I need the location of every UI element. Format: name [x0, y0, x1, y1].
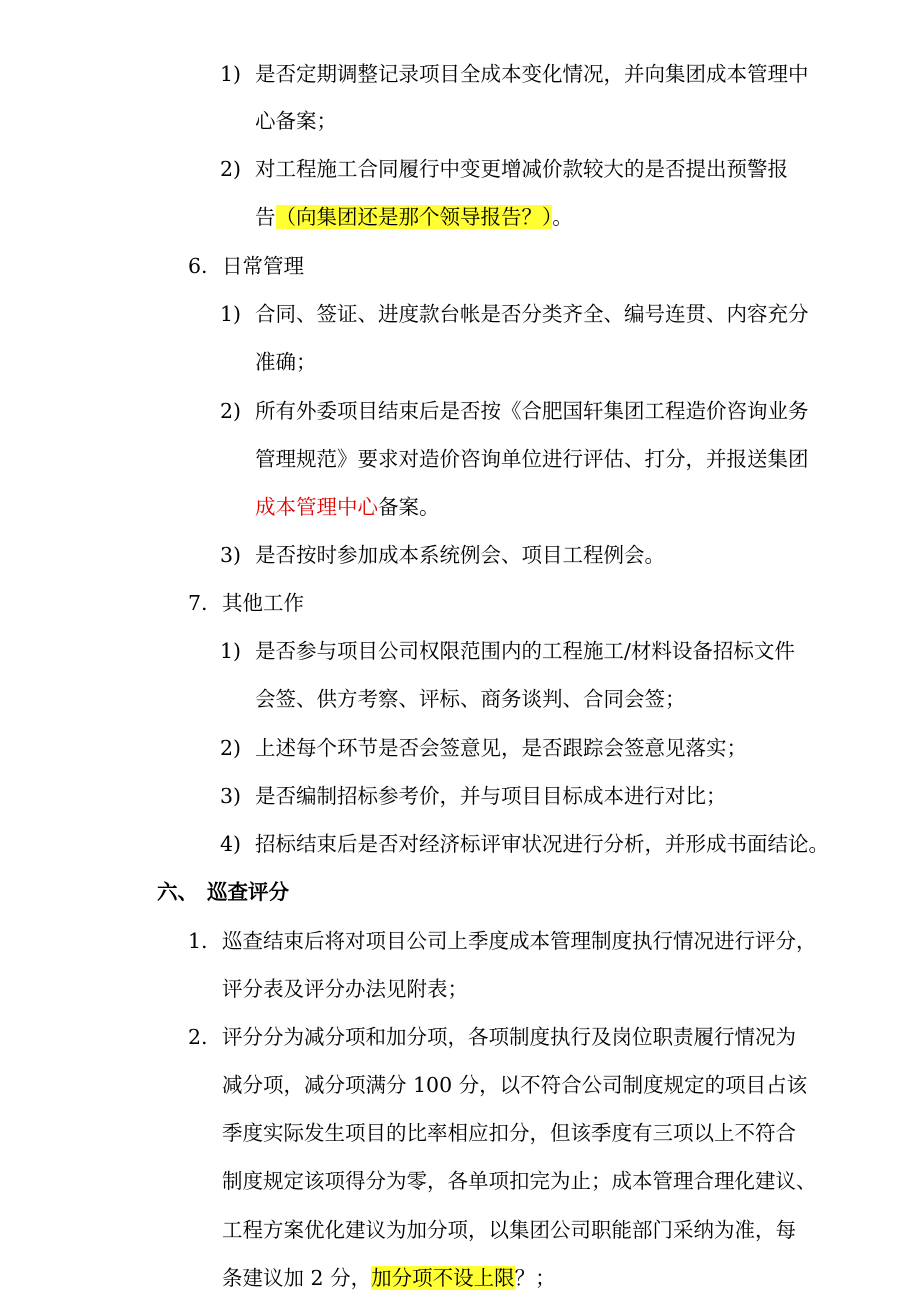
item-number: 2) — [220, 157, 242, 181]
chapter-number: 六、 — [157, 880, 198, 904]
item-text: 季度实际发生项目的比率相应扣分，但该季度有三项以上不符合 — [222, 1121, 796, 1145]
section-title: 日常管理 — [222, 254, 304, 278]
item-text: 是否编制招标参考价，并与项目目标成本进行对比； — [255, 784, 727, 808]
item-text: 巡查结束后将对项目公司上季度成本管理制度执行情况进行评分， — [222, 929, 817, 953]
item-text: 招标结束后是否对经济标评审状况进行分析，并形成书面结论。 — [255, 832, 829, 856]
item-text: 准确； — [255, 350, 317, 374]
item-text: 工程方案优化建议为加分项，以集团公司职能部门采纳为准，每 — [222, 1218, 796, 1242]
item-text-line — [255, 495, 440, 519]
item-text: 条建议加 2 分， — [222, 1266, 372, 1290]
item-number: 2) — [220, 736, 242, 760]
item-number: 3) — [220, 543, 242, 567]
item-text: 备案。 — [378, 495, 440, 519]
item-text: 减分项，减分项满分 100 分，以不符合公司制度规定的项目占该 — [222, 1073, 808, 1097]
item-text: 管理规范》要求对造价咨询单位进行评估、打分，并报送集团 — [255, 447, 809, 471]
item-text: ？； — [514, 1266, 556, 1290]
item-number: 2) — [220, 399, 242, 423]
item-text: 是否定期调整记录项目全成本变化情况，并向集团成本管理中 — [255, 62, 809, 86]
item-number: 4) — [220, 832, 242, 856]
highlighted-text: 加分项不设上限 — [371, 1266, 515, 1290]
highlighted-comment: （向集团还是那个领导报告？） — [275, 205, 553, 229]
section-title: 其他工作 — [222, 591, 304, 615]
item-text: 会签、供方考察、评标、商务谈判、合同会签； — [255, 687, 686, 711]
item-text-line — [222, 1266, 556, 1290]
item-number: 1. — [188, 929, 208, 953]
item-number: 1) — [220, 639, 242, 663]
item-text: 制度规定该项得分为零，各单项扣完为止；成本管理合理化建议、 — [222, 1169, 817, 1193]
item-text: 是否按时参加成本系统例会、项目工程例会。 — [255, 543, 665, 567]
red-emphasis-text: 成本管理中心 — [255, 495, 378, 519]
item-text: 。 — [552, 205, 573, 229]
item-text: 心备案； — [255, 109, 337, 133]
item-text: 评分表及评分办法见附表； — [222, 977, 468, 1001]
item-text: 合同、签证、进度款台帐是否分类齐全、编号连贯、内容充分 — [255, 302, 809, 326]
item-number: 3) — [220, 784, 242, 808]
item-text: 评分分为减分项和加分项，各项制度执行及岗位职责履行情况为 — [222, 1025, 796, 1049]
item-text: 对工程施工合同履行中变更增减价款较大的是否提出预警报 — [255, 157, 788, 181]
item-text: 上述每个环节是否会签意见，是否跟踪会签意见落实； — [255, 736, 747, 760]
item-number: 1) — [220, 62, 242, 86]
section-number: 7. — [188, 591, 208, 615]
item-number: 2. — [188, 1025, 208, 1049]
chapter-title: 巡查评分 — [207, 880, 289, 904]
item-text: 是否参与项目公司权限范围内的工程施工/材料设备招标文件 — [255, 639, 795, 663]
item-text-line — [255, 205, 573, 229]
item-number: 1) — [220, 302, 242, 326]
item-text: 所有外委项目结束后是否按《合肥国轩集团工程造价咨询业务 — [255, 399, 809, 423]
item-text: 告 — [255, 205, 276, 229]
section-number: 6. — [188, 254, 208, 278]
